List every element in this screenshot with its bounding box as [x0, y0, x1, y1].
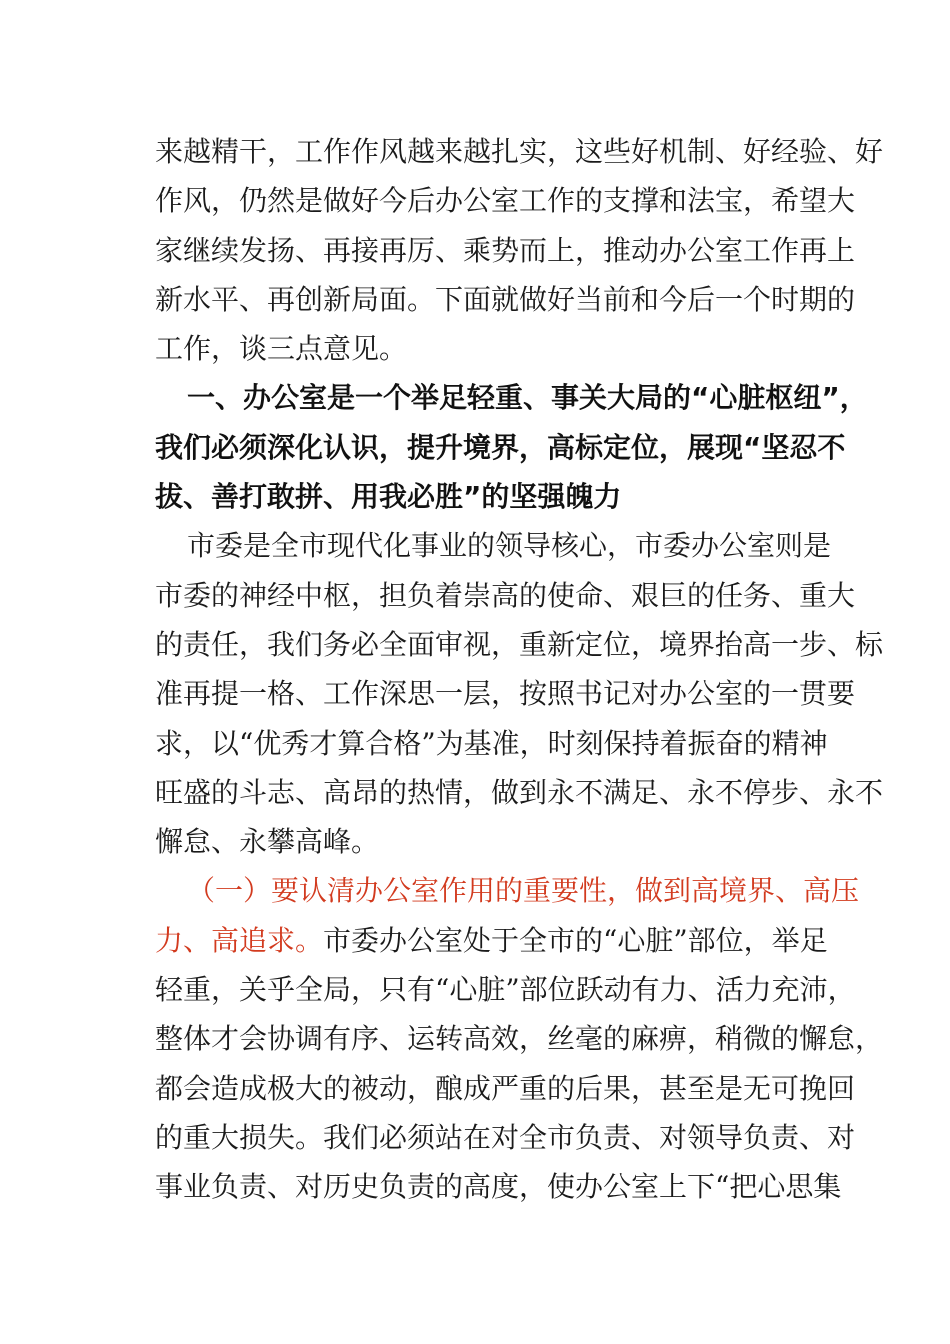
paragraph-line: 旺盛的斗志、高昂的热情，做到永不满足、永不停步、永不	[155, 775, 884, 809]
subheading-line: （一）要认清办公室作用的重要性，做到高境界、高压	[187, 874, 860, 908]
paragraph-line: 都会造成极大的被动，酿成严重的后果，甚至是无可挽回	[155, 1071, 856, 1105]
paragraph-text: 市委办公室处于全市的“心脏”部位，举足	[323, 923, 828, 957]
paragraph-line: 作风，仍然是做好今后办公室工作的支撑和法宝，希望大	[155, 184, 856, 218]
paragraph-line: 新水平、再创新局面。下面就做好当前和今后一个时期的	[155, 282, 856, 316]
paragraph-line: 准再提一格、工作深思一层，按照书记对办公室的一贯要	[155, 677, 856, 711]
paragraph-line: 工作，谈三点意见。	[155, 332, 408, 366]
paragraph-line: 市委是全市现代化事业的领导核心，市委办公室则是	[187, 529, 832, 563]
document-body	[155, 127, 884, 1212]
paragraph-line: 市委的神经中枢，担负着崇高的使命、艰巨的任务、重大	[155, 578, 856, 612]
paragraph-line: 的重大损失。我们必须站在对全市负责、对领导负责、对	[155, 1120, 856, 1154]
section-heading-line: 一、办公室是一个举足轻重、事关大局的“心脏枢纽”，	[187, 381, 868, 415]
subheading-tail: 力、高追求。	[155, 923, 324, 957]
paragraph-line: 事业负责、对历史负责的高度，使办公室上下“把心思集	[155, 1170, 842, 1204]
paragraph-line: 轻重，关乎全局，只有“心脏”部位跃动有力、活力充沛，	[155, 973, 856, 1007]
paragraph-line: 来越精干，工作作风越来越扎实，这些好机制、好经验、好	[155, 135, 884, 168]
mixed-line	[155, 916, 828, 965]
section-heading-line: 我们必须深化认识，提升境界，高标定位，展现“坚忍不	[155, 430, 846, 464]
paragraph-line: 整体才会协调有序、运转高效，丝毫的麻痹，稍微的懈怠，	[155, 1022, 884, 1056]
paragraph-line: 求，以“优秀才算合格”为基准，时刻保持着振奋的精神	[155, 726, 828, 760]
paragraph-line: 家继续发扬、再接再厉、乘势而上，推动办公室工作再上	[155, 233, 856, 267]
paragraph-line: 懈怠、永攀高峰。	[155, 825, 380, 859]
paragraph-line: 的责任，我们务必全面审视，重新定位，境界抬高一步、标	[155, 627, 884, 661]
section-heading-line: 拔、善打敢拼、用我必胜”的坚强魄力	[155, 480, 622, 514]
